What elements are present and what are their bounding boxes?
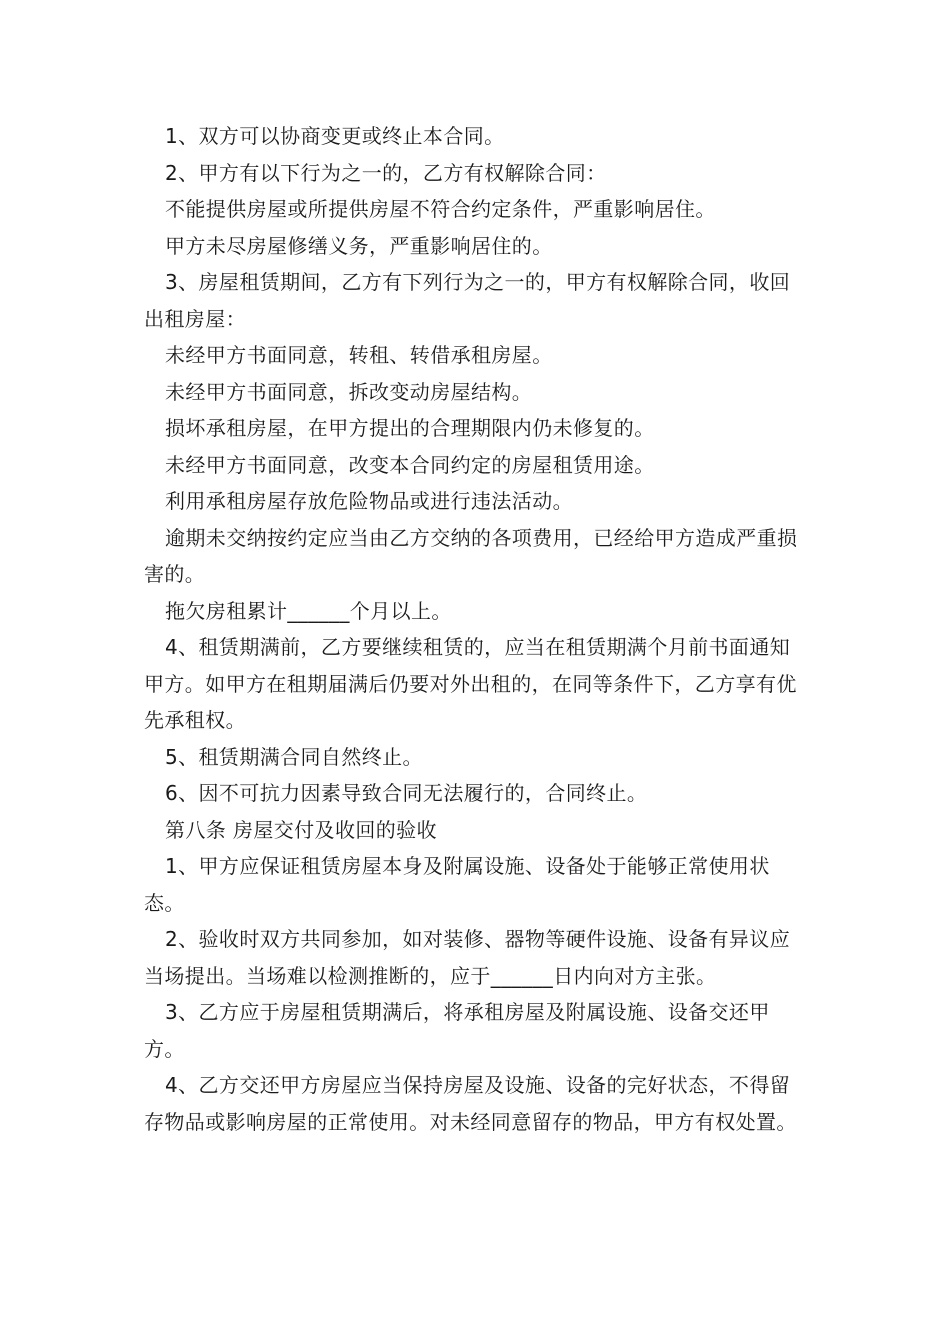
paragraph: 未经甲方书面同意，转租、转借承租房屋。 [165,343,553,367]
paragraph: 甲方未尽房屋修缮义务，严重影响居住的。 [165,233,553,258]
paragraph: 利用承租房屋存放危险物品或进行违法活动。 [165,489,573,513]
paragraph: 4、租赁期满前，乙方要继续租赁的，应当在租赁期满个月前书面通知甲方。如甲方在租期届满后仍要对外出租的，在同等条件下，乙方享有优先承租权。 [144,635,797,732]
document-body [144,118,809,1140]
paragraph: 不能提供房屋或所提供房屋不符合约定条件，严重影响居住。 [165,197,716,221]
paragraph: 未经甲方书面同意，改变本合同约定的房屋租赁用途。 [165,452,655,477]
paragraph: 拖欠房租累计______个月以上。 [165,598,452,623]
paragraph: 4、乙方交还甲方房屋应当保持房屋及设施、设备的完好状态，不得留存物品或影响房屋的正常使用。对未经同意留存的物品，甲方有权处置。 [144,1073,797,1134]
section-heading: 第八条 房屋交付及收回的验收 [165,817,437,842]
paragraph: 2、甲方有以下行为之一的，乙方有权解除合同： [165,160,607,185]
paragraph: 1、双方可以协商变更或终止本合同。 [165,124,505,148]
paragraph: 逾期未交纳按约定应当由乙方交纳的各项费用，已经给甲方造成严重损害的。 [144,525,798,586]
paragraph: 3、房屋租赁期间，乙方有下列行为之一的，甲方有权解除合同，收回出租房屋： [144,270,791,331]
paragraph: 5、租赁期满合同自然终止。 [165,744,423,769]
paragraph: 6、因不可抗力因素导致合同无法履行的，合同终止。 [165,781,648,805]
paragraph: 未经甲方书面同意，拆改变动房屋结构。 [165,379,533,404]
paragraph: 2、验收时双方共同参加，如对装修、器物等硬件设施、设备有异议应当场提出。当场难以检测推断的，应于______日内向对方主张。 [144,927,791,988]
paragraph: 损坏承租房屋，在甲方提出的合理期限内仍未修复的。 [165,416,655,440]
paragraph: 1、甲方应保证租赁房屋本身及附属设施、设备处于能够正常使用状态。 [144,854,770,915]
paragraph: 3、乙方应于房屋租赁期满后，将承租房屋及附属设施、设备交还甲方。 [144,1000,770,1061]
